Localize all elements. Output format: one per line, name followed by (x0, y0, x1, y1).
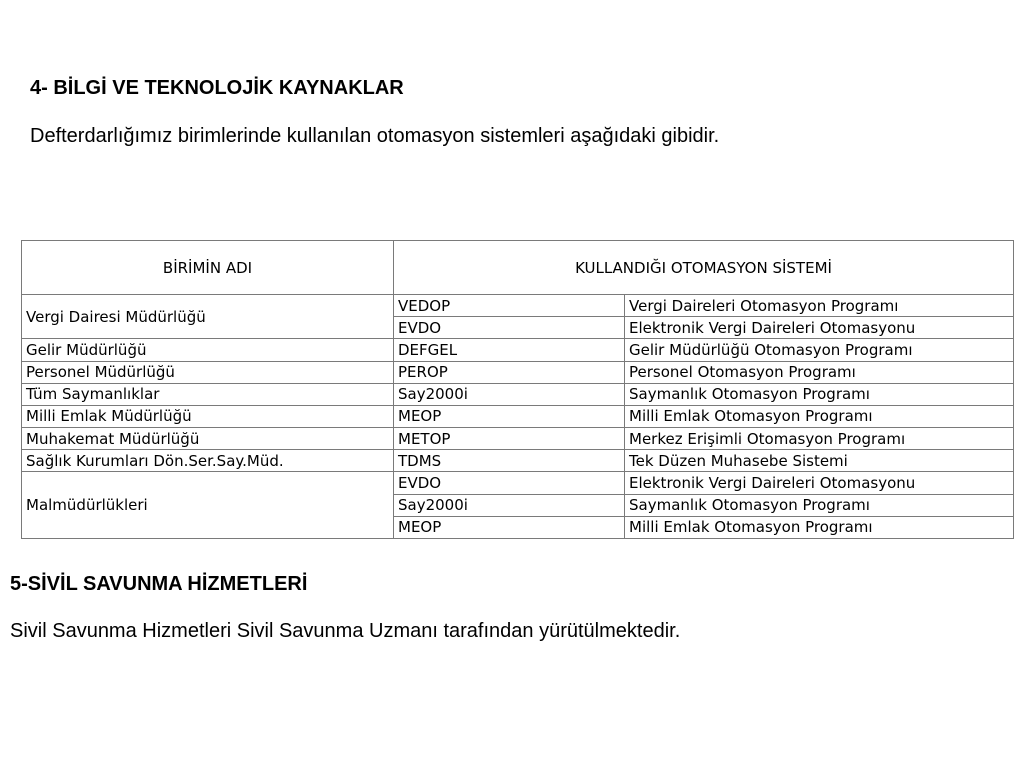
table-row (22, 361, 1014, 383)
system-description-cell: Vergi Daireleri Otomasyon Programı (625, 295, 1014, 317)
system-code-cell: MEOP (394, 405, 625, 427)
system-code-cell: Say2000i (394, 494, 625, 516)
section-5-heading: 5-SİVİL SAVUNMA HİZMETLERİ (10, 573, 308, 595)
table-body (22, 295, 1014, 539)
table-row (22, 295, 1014, 317)
section-5-paragraph: Sivil Savunma Hizmetleri Sivil Savunma Uzmanı tarafından yürütülmektedir. (10, 620, 681, 642)
system-code-cell: TDMS (394, 450, 625, 472)
table-row (22, 405, 1014, 427)
system-code-cell: EVDO (394, 472, 625, 494)
unit-name-cell: Tüm Saymanlıklar (22, 383, 394, 405)
unit-name-cell: Malmüdürlükleri (22, 472, 394, 539)
table-row (22, 339, 1014, 361)
system-code-cell: PEROP (394, 361, 625, 383)
unit-name-cell: Gelir Müdürlüğü (22, 339, 394, 361)
system-code-cell: EVDO (394, 317, 625, 339)
section-4-paragraph: Defterdarlığımız birimlerinde kullanılan otomasyon sistemleri aşağıdaki gibidir. (30, 125, 720, 147)
system-description-cell: Elektronik Vergi Daireleri Otomasyonu (625, 317, 1014, 339)
system-description-cell: Elektronik Vergi Daireleri Otomasyonu (625, 472, 1014, 494)
system-description-cell: Merkez Erişimli Otomasyon Programı (625, 428, 1014, 450)
system-description-cell: Saymanlık Otomasyon Programı (625, 494, 1014, 516)
table-row (22, 428, 1014, 450)
table-header-row (22, 241, 1014, 295)
section-4-heading: 4- BİLGİ VE TEKNOLOJİK KAYNAKLAR (30, 77, 404, 99)
unit-name-cell: Vergi Dairesi Müdürlüğü (22, 295, 394, 339)
system-description-cell: Milli Emlak Otomasyon Programı (625, 516, 1014, 538)
unit-name-cell: Sağlık Kurumları Dön.Ser.Say.Müd. (22, 450, 394, 472)
system-code-cell: MEOP (394, 516, 625, 538)
automation-systems-table (21, 240, 1014, 539)
system-code-cell: VEDOP (394, 295, 625, 317)
unit-name-cell: Milli Emlak Müdürlüğü (22, 405, 394, 427)
table-row (22, 450, 1014, 472)
header-unit-name: BİRİMİN ADI (22, 241, 394, 295)
header-automation-system: KULLANDIĞI OTOMASYON SİSTEMİ (394, 241, 1014, 295)
system-description-cell: Tek Düzen Muhasebe Sistemi (625, 450, 1014, 472)
system-code-cell: Say2000i (394, 383, 625, 405)
unit-name-cell: Muhakemat Müdürlüğü (22, 428, 394, 450)
system-code-cell: DEFGEL (394, 339, 625, 361)
system-description-cell: Saymanlık Otomasyon Programı (625, 383, 1014, 405)
table-row (22, 472, 1014, 494)
system-code-cell: METOP (394, 428, 625, 450)
automation-systems-table-container (21, 240, 1013, 539)
table-row (22, 383, 1014, 405)
unit-name-cell: Personel Müdürlüğü (22, 361, 394, 383)
system-description-cell: Milli Emlak Otomasyon Programı (625, 405, 1014, 427)
system-description-cell: Personel Otomasyon Programı (625, 361, 1014, 383)
system-description-cell: Gelir Müdürlüğü Otomasyon Programı (625, 339, 1014, 361)
